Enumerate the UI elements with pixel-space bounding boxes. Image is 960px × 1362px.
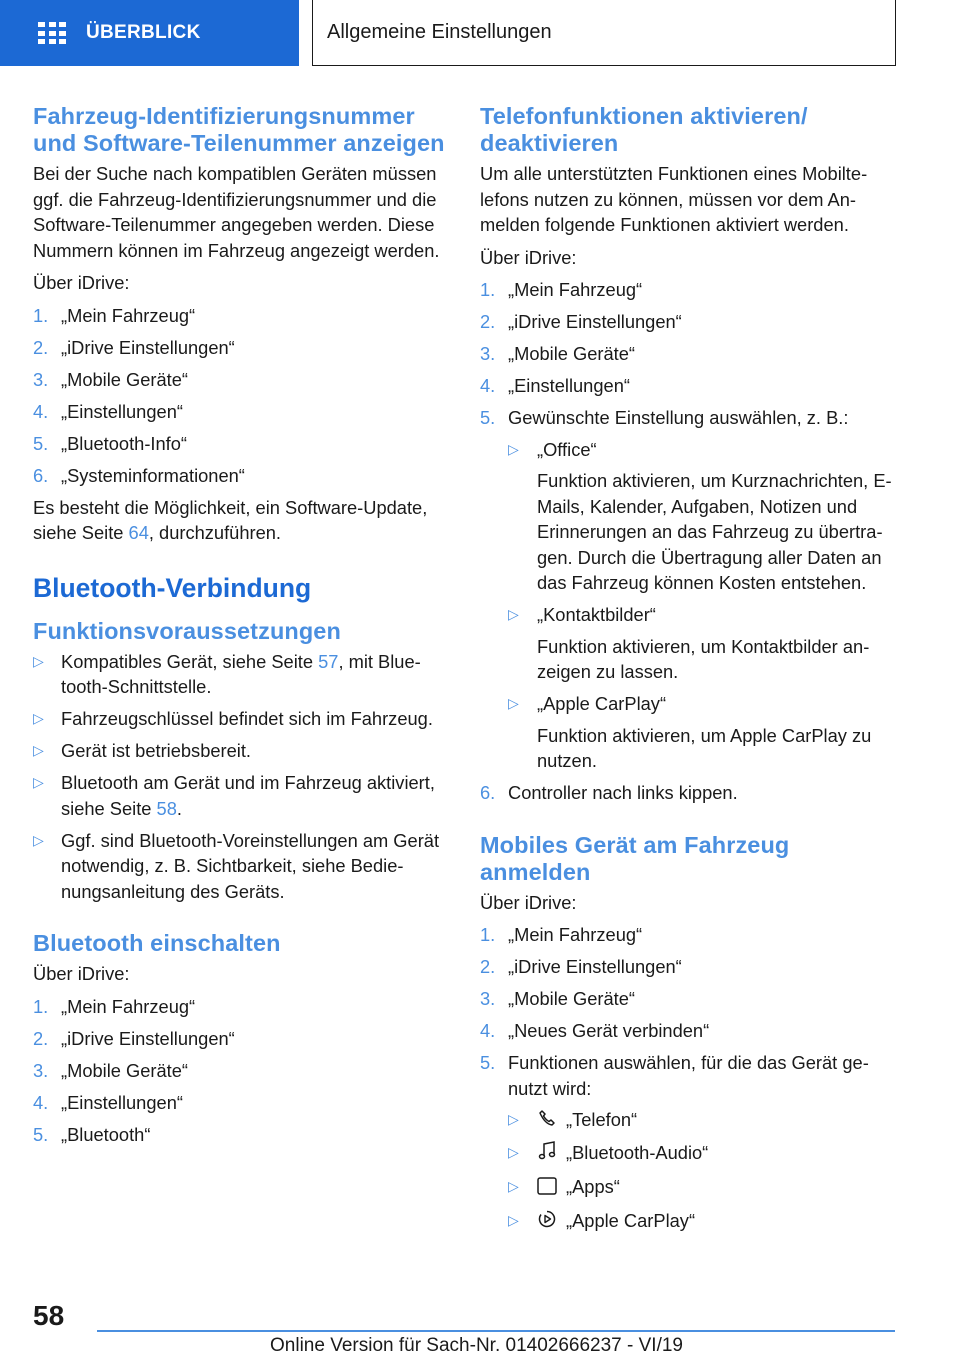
requirements-list — [33, 649, 449, 905]
triangle-bullet-icon: ▷ — [33, 710, 44, 726]
list-item: 1. „Mein Fahrzeug“ — [480, 924, 643, 945]
list-item: ▷ Ggf. sind Bluetooth-Voreinstellungen am Gerät notwendig, z. B. Sichtbarkeit, siehe Bedienungsanleitung des Geräts. — [33, 829, 440, 902]
bluetooth-on-heading: Bluetooth einschalten — [33, 930, 281, 956]
footer-version-text: Online Version für Sach-Nr. 01402666237 - VI/19 — [270, 1335, 683, 1356]
apps-icon — [537, 1176, 557, 1202]
list-item: 2. „iDrive Einstellungen“ — [33, 336, 235, 358]
list-item: 2. „iDrive Einstellungen“ — [33, 1027, 235, 1049]
phone-functions-intro: Um alle unterstützten Funktionen eines Mobiltelefons nutzen zu können, müssen vor dem Anmelden folgende Funktionen aktiviert werden. — [480, 163, 868, 235]
bluetooth-on-via: Über iDrive: — [33, 963, 130, 984]
triangle-bullet-icon: ▷ — [508, 1211, 519, 1228]
list-item: ▷ „Office“ Funktion aktivieren, um Kurznachrichten, E-Mails, Kalender, Aufgaben, Notizen und Erinnerungen an das Fahrzeug zu übertragen. Durch die Übertragung aller Daten an das Fahrzeug können Kosten entstehen. — [508, 438, 892, 593]
bluetooth-on-steps — [33, 994, 449, 1148]
page-link[interactable]: 57 — [318, 650, 339, 672]
page-link[interactable]: 58 — [156, 797, 177, 819]
phone-functions-via: Über iDrive: — [480, 246, 577, 268]
overview-tab-label: ÜBERBLICK — [86, 22, 201, 43]
list-item: 4. „Einstellungen“ — [33, 1091, 183, 1113]
list-item: 5. Gewünschte Einstellung auswählen, z. B.: ▷ „Office“ Funktion aktivieren, um Kurznachrichten, E-Mails, Kalender, Aufgaben, Notizen und Erinnerungen an das Fahrzeug zu übertragen. Durch die Übertragung aller Daten an das Fahrzeug können Kosten entstehen. ▷ „Kontaktbilder“ Funktion aktivieren, um Kontaktbilder anzeigen zu lassen. ▷ „Apple CarPlay“ Funktion aktivieren, um Apple CarPlay zu nutzen. — [480, 405, 900, 774]
list-item: 3. „Mobile Geräte“ — [33, 1059, 188, 1081]
section-tab-label: Allgemeine Einstellungen — [327, 21, 552, 43]
list-item: 1. „Mein Fahrzeug“ — [480, 279, 643, 300]
triangle-bullet-icon: ▷ — [508, 1178, 519, 1195]
list-item: 3. „Mobile Geräte“ — [480, 343, 635, 364]
list-item: 5. „Bluetooth“ — [33, 1123, 151, 1145]
list-item: 6. „Systeminformationen“ — [33, 464, 245, 486]
page-link[interactable]: 64 — [128, 522, 149, 543]
triangle-bullet-icon: ▷ — [33, 831, 44, 848]
grid-menu-icon — [38, 22, 66, 44]
phone-functions-steps — [480, 277, 900, 806]
register-device-steps — [480, 922, 900, 1235]
list-item: ▷ „Bluetooth-Audio“ — [508, 1140, 900, 1167]
phone-functions-heading: Telefonfunktionen aktivieren/ deaktivieren — [480, 103, 808, 156]
list-item: 1. „Mein Fahrzeug“ — [33, 995, 196, 1017]
list-item: ▷ Kompatibles Gerät, siehe Seite 57, mit Bluetooth-Schnittstelle. — [33, 650, 421, 697]
list-item: 4. „Einstellungen“ — [33, 400, 183, 422]
triangle-bullet-icon: ▷ — [508, 1144, 519, 1161]
phone-icon — [537, 1108, 557, 1134]
list-item: 4. „Neues Gerät verbinden“ — [480, 1020, 710, 1041]
list-item: 5. Funktionen auswählen, für die das Gerät genutzt wird: ▷ „Telefon“ ▷ „Bluetooth-Audio“ ▷ „Apps“ ▷ „Apple CarPlay“ — [480, 1050, 900, 1235]
vin-via: Über iDrive: — [33, 272, 130, 293]
phone-option-list — [508, 437, 900, 774]
requirements-heading: Funktionsvoraussetzungen — [33, 617, 341, 644]
list-item: 3. „Mobile Geräte“ — [480, 988, 635, 1009]
list-item: ▷ „Apps“ — [508, 1174, 900, 1201]
list-item: ▷ „Apple CarPlay“ — [508, 1208, 900, 1235]
vin-intro: Bei der Suche nach kompatiblen Geräten müssen ggf. die Fahrzeug-Identifizierungsnummer und die Software-Teilenummer angegeben werden. Diese Nummern können im Fahrzeug angezeigt werden. — [33, 163, 440, 261]
list-item: 2. „iDrive Einstellungen“ — [480, 311, 682, 332]
triangle-bullet-icon: ▷ — [33, 774, 44, 790]
triangle-bullet-icon: ▷ — [508, 440, 519, 457]
triangle-bullet-icon: ▷ — [33, 742, 44, 758]
overview-tab[interactable] — [0, 0, 299, 66]
music-note-icon — [537, 1141, 557, 1168]
list-item: ▷ „Telefon“ — [508, 1107, 900, 1134]
list-item: ▷ „Kontaktbilder“ Funktion aktivieren, um Kontaktbilder anzeigen zu lassen. — [508, 604, 870, 682]
register-device-via: Über iDrive: — [480, 891, 577, 913]
left-column — [33, 103, 449, 1154]
triangle-bullet-icon: ▷ — [508, 1111, 519, 1127]
register-option-list — [508, 1107, 900, 1235]
list-item: ▷ Gerät ist betriebsbereit. — [33, 738, 449, 764]
list-item: 1. „Mein Fahrzeug“ — [33, 304, 196, 326]
bluetooth-main-heading: Bluetooth-Verbindung — [33, 572, 312, 603]
list-item: 5. „Bluetooth-Info“ — [33, 432, 188, 454]
vin-heading: Fahrzeug-Identifizierungsnummer und Software-Teilenummer anzeigen — [33, 103, 445, 156]
page-number: 58 — [33, 1300, 65, 1331]
list-item: ▷ „Apple CarPlay“ Funktion aktivieren, um Apple CarPlay zu nutzen. — [508, 693, 872, 771]
list-item: 4. „Einstellungen“ — [480, 375, 630, 396]
vin-steps — [33, 303, 449, 489]
list-item: ▷ Fahrzeugschlüssel befindet sich im Fahrzeug. — [33, 706, 449, 732]
list-item: ▷ Bluetooth am Gerät und im Fahrzeug aktiviert, siehe Seite 58. — [33, 772, 435, 819]
list-item: 2. „iDrive Einstellungen“ — [480, 956, 682, 977]
section-tab[interactable] — [312, 0, 896, 66]
right-column — [480, 103, 900, 1241]
triangle-bullet-icon: ▷ — [508, 606, 519, 622]
list-item: 6. Controller nach links kippen. — [480, 782, 738, 803]
footer-divider — [97, 1330, 895, 1332]
triangle-bullet-icon: ▷ — [33, 652, 44, 669]
carplay-icon — [537, 1209, 557, 1235]
register-device-heading: Mobiles Gerät am Fahrzeug anmelden — [480, 831, 790, 885]
software-update-note: Es besteht die Möglichkeit, ein Software-Update, siehe Seite 64, durchzuführen. — [33, 496, 428, 543]
triangle-bullet-icon: ▷ — [508, 695, 519, 711]
list-item: 3. „Mobile Geräte“ — [33, 368, 188, 390]
page-header — [0, 0, 960, 66]
